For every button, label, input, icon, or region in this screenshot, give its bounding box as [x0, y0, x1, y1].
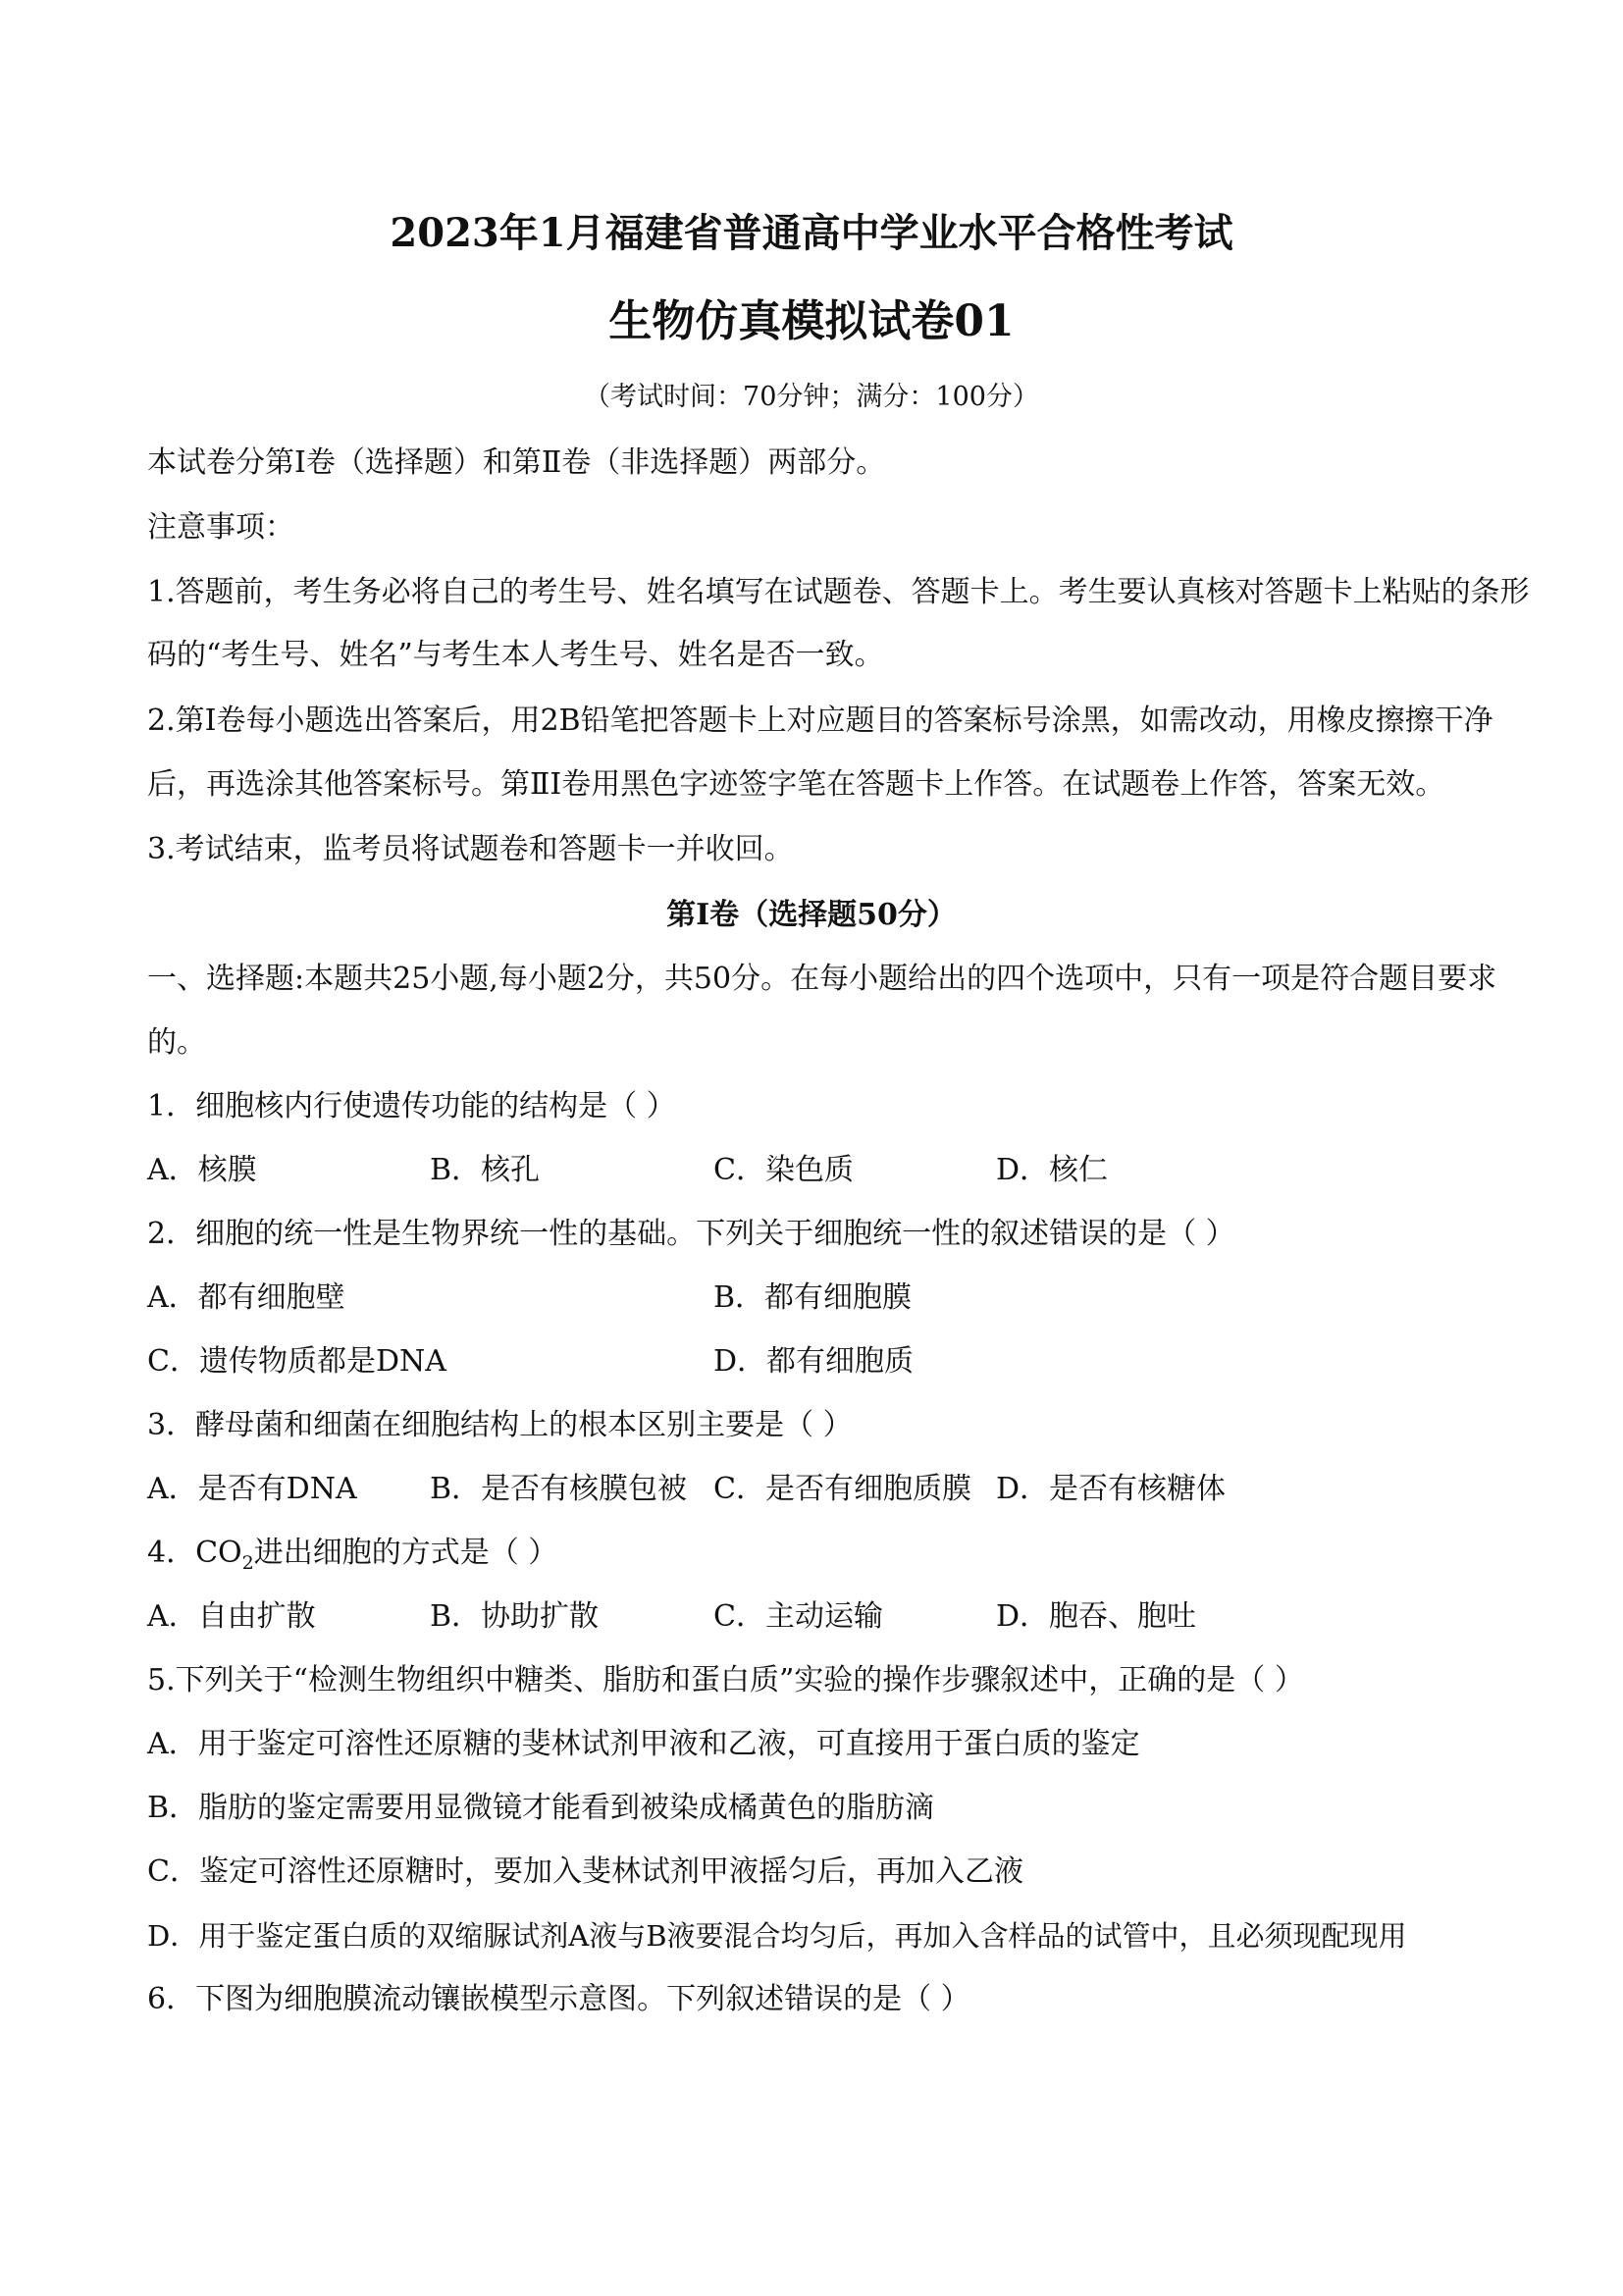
question-2-option-d: D．都有细胞质: [713, 1344, 915, 1379]
exam-info: （考试时间：70分钟；满分：100分）: [584, 382, 1039, 412]
question-4-stem-rest: 进出细胞的方式是（ ）: [253, 1536, 558, 1570]
question-4-option-c: C．主动运输: [713, 1599, 883, 1634]
question-2-option-c: C．遗传物质都是DNA: [147, 1344, 446, 1379]
section-instruction-line-1: 一、选择题:本题共25小题,每小题2分，共50分。在每小题给出的四个选项中，只有一项是符合题目要求: [147, 962, 1497, 996]
question-2-stem: 2．细胞的统一性是生物界统一性的基础。下列关于细胞统一性的叙述错误的是（ ）: [147, 1217, 1235, 1251]
notes-heading: 注意事项：: [147, 510, 294, 545]
question-1-option-d: D．核仁: [996, 1153, 1109, 1187]
exam-subtitle: 生物仿真模拟试卷01: [608, 296, 1015, 346]
question-5-option-d: D．用于鉴定蛋白质的双缩脲试剂A液与B液要混合均匀后，再加入含样品的试管中，且必须现配现用: [147, 1919, 1407, 1953]
note-3: 3.考试结束，监考员将试题卷和答题卡一并收回。: [147, 832, 794, 866]
note-2-line-1: 2.第Ⅰ卷每小题选出答案后，用2B铅笔把答题卡上对应题目的答案标号涂黑，如需改动，用橡皮擦擦干净: [147, 704, 1493, 738]
question-3-option-d: D．是否有核糖体: [996, 1472, 1227, 1506]
question-6-stem: 6．下图为细胞膜流动镶嵌模型示意图。下列叙述错误的是（ ）: [147, 1982, 970, 2016]
question-4-option-a: A．自由扩散: [147, 1599, 316, 1634]
question-5-option-c: C．鉴定可溶性还原糖时，要加入斐林试剂甲液摇匀后，再加入乙液: [147, 1854, 1023, 1889]
section-instruction-line-2: 的。: [147, 1025, 206, 1060]
question-4-stem-subscript: 2: [241, 1552, 254, 1574]
question-3-option-a: A．是否有DNA: [147, 1472, 357, 1506]
question-5-option-a: A．用于鉴定可溶性还原糖的斐林试剂甲液和乙液，可直接用于蛋白质的鉴定: [147, 1727, 1140, 1761]
note-1-line-2: 码的“考生号、姓名”与考生本人考生号、姓名是否一致。: [147, 638, 884, 672]
question-1-option-b: B．核孔: [430, 1153, 541, 1187]
question-3-option-c: C．是否有细胞质膜: [713, 1472, 971, 1506]
question-1-stem: 1．细胞核内行使遗传功能的结构是（ ）: [147, 1089, 676, 1123]
question-2-option-a: A．都有细胞壁: [147, 1280, 345, 1315]
question-5-option-b: B．脂肪的鉴定需要用显微镜才能看到被染成橘黄色的脂肪滴: [147, 1791, 935, 1825]
question-2-option-b: B．都有细胞膜: [713, 1280, 913, 1315]
question-3-stem: 3．酵母菌和细菌在细胞结构上的根本区别主要是（ ）: [147, 1408, 853, 1442]
parts-line: 本试卷分第Ⅰ卷（选择题）和第Ⅱ卷（非选择题）两部分。: [147, 445, 886, 480]
section-heading: 第Ⅰ卷（选择题50分）: [666, 898, 957, 932]
question-4-stem: [147, 1534, 557, 1573]
note-1-line-1: 1.答题前，考生务必将自己的考生号、姓名填写在试题卷、答题卡上。考生要认真核对答题卡上粘贴的条形: [147, 575, 1530, 609]
question-4-stem-number: 4．CO: [147, 1536, 242, 1570]
question-5-stem: 5.下列关于“检测生物组织中糖类、脂肪和蛋白质”实验的操作步骤叙述中，正确的是（ ）: [147, 1663, 1304, 1697]
question-3-option-b: B．是否有核膜包被: [430, 1472, 688, 1506]
question-1-option-a: A．核膜: [147, 1153, 257, 1187]
question-4-option-d: D．胞吞、胞吐: [996, 1599, 1197, 1634]
question-1-option-c: C．染色质: [713, 1153, 854, 1187]
note-2-line-2: 后，再选涂其他答案标号。第ⅡI卷用黑色字迹签字笔在答题卡上作答。在试题卷上作答，答案无效。: [147, 767, 1445, 802]
exam-title: 2023年1月福建省普通高中学业水平合格性考试: [390, 210, 1233, 256]
question-4-option-b: B．协助扩散: [430, 1599, 600, 1634]
